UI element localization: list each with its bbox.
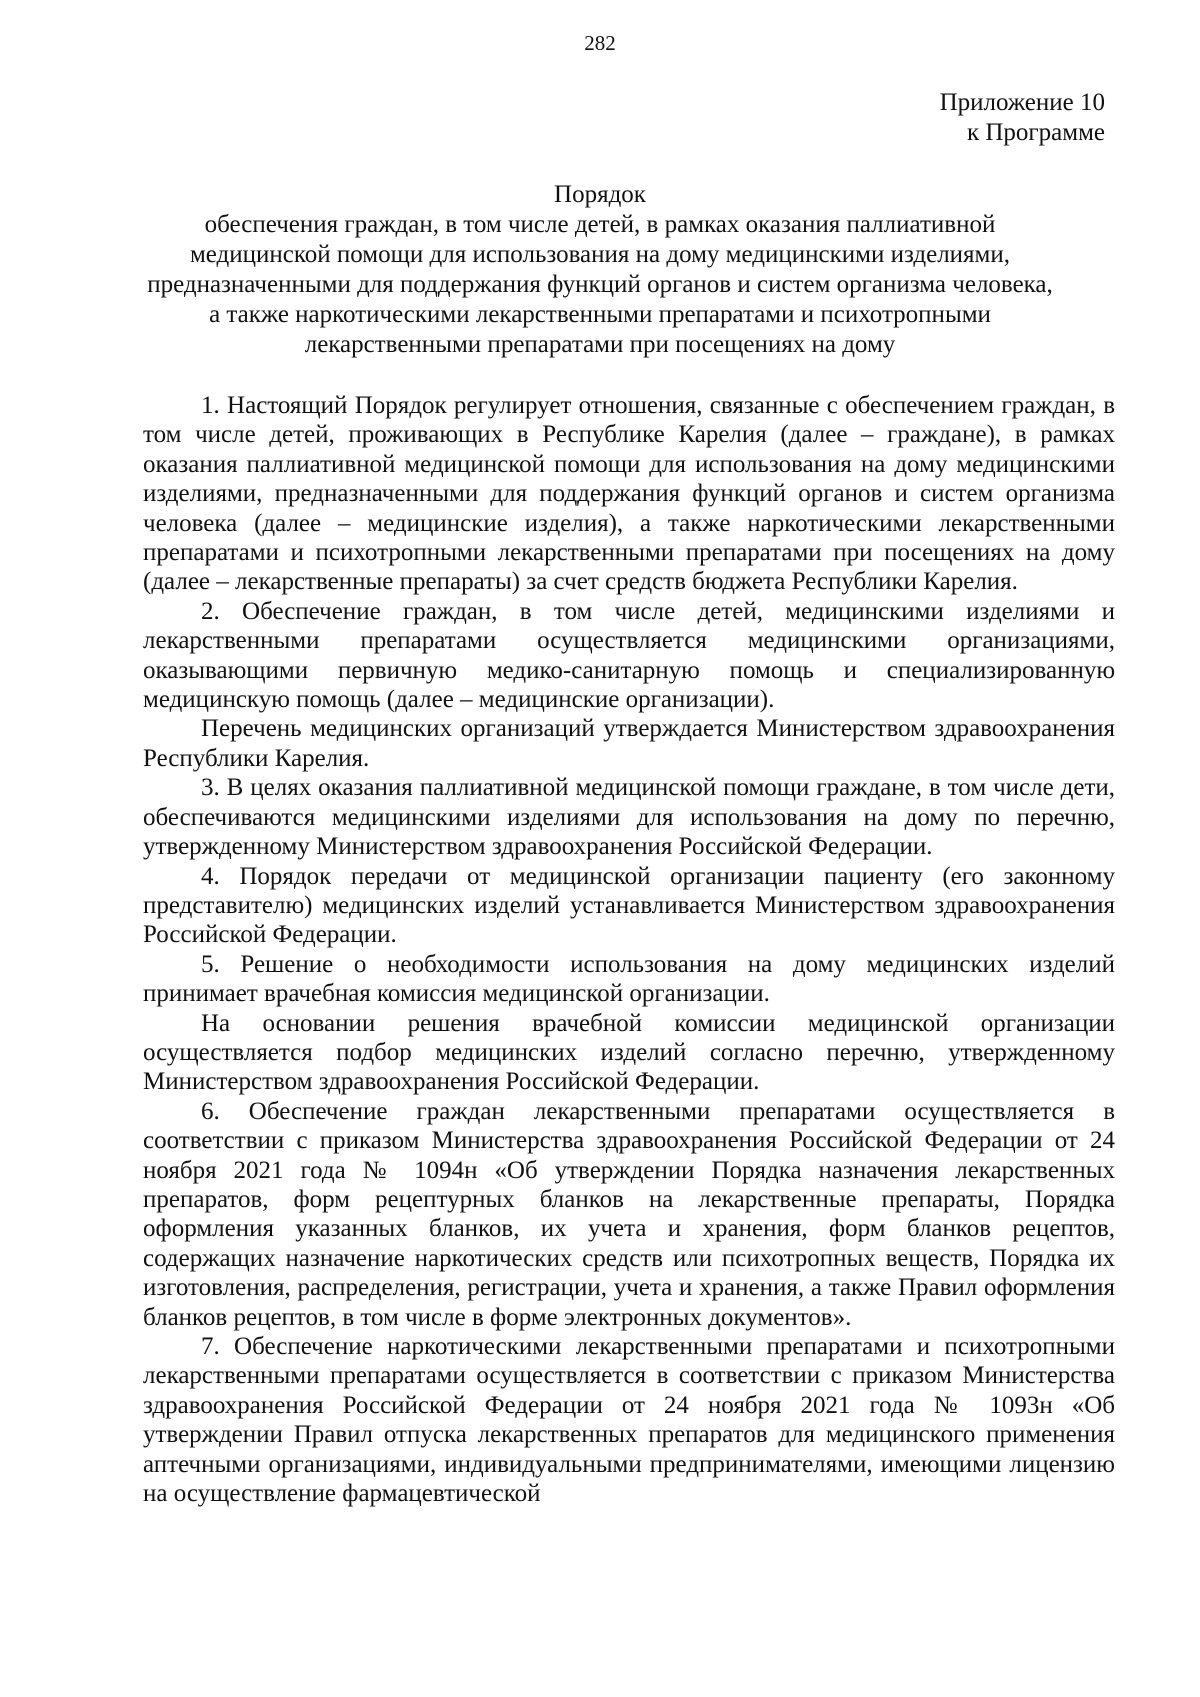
paragraph-4: 4. Порядок передачи от медицинской организации пациенту (его законному представителю) медицинских изделий устанавливается Министерством здравоохранения Российской Федерации. xyxy=(143,862,1115,949)
paragraph-6: 6. Обеспечение граждан лекарственными препаратами осуществляется в соответствии с приказом Министерства здравоохранения Российской Федерации от 24 ноября 2021 года № 1094н «Об утверждении Порядка назначения лекарственных препаратов, форм рецептурных бланков на лекарственные препараты, Порядка оформления указанных бланков, их учета и хранения, форм бланков рецептов, содержащих назначение наркотических средств или психотропных веществ, Порядка их изготовления, распределения, регистрации, учета и хранения, а также Правил оформления бланков рецептов, в том числе в форме электронных документов». xyxy=(143,1097,1115,1331)
paragraph-3: 3. В целях оказания паллиативной медицинской помощи граждане, в том числе дети, обеспечиваются медицинскими изделиями для использования на дому по перечню, утвержденному Министерством здравоохранения Российской Федерации. xyxy=(143,774,1115,861)
title-line: лекарственными препаратами при посещениях на дому xyxy=(304,331,896,358)
appendix-line-1: Приложение 10 xyxy=(939,89,1105,116)
title-line: медицинской помощи для использования на дому медицинскими изделиями, xyxy=(189,241,1011,268)
title-line: обеспечения граждан, в том числе детей, в рамках оказания паллиативной xyxy=(204,211,996,238)
document-body xyxy=(143,391,1115,1508)
appendix-line-2: к Программе xyxy=(966,119,1105,146)
title-heading: Порядок xyxy=(554,181,646,208)
paragraph-2-list-note: Перечень медицинских организаций утверждается Министерством здравоохранения Республики Карелия. xyxy=(143,715,1115,772)
title-line: а также наркотическими лекарственными препаратами и психотропными xyxy=(209,301,991,328)
paragraph-1: 1. Настоящий Порядок регулирует отношения, связанные с обеспечением граждан, в том числе детей, проживающих в Республике Карелия (далее – граждане), в рамках оказания паллиативной медицинской помощи для использования на дому медицинскими изделиями, предназначенными для поддержания функций органов и систем организма человека (далее – медицинские изделия), а также наркотическими лекарственными препаратами и психотропными лекарственными препаратами при посещениях на дому (далее – лекарственные препараты) за счет средств бюджета Республики Карелия. xyxy=(143,392,1115,596)
document-title xyxy=(130,180,1070,360)
title-line: предназначенными для поддержания функций органов и систем организма человека, xyxy=(147,271,1053,298)
paragraph-2: 2. Обеспечение граждан, в том числе детей, медицинскими изделиями и лекарственными препаратами осуществляется медицинскими организациями, оказывающими первичную медико-санитарную помощь и специализированную медицинскую помощь (далее – медицинские организации). xyxy=(143,597,1115,714)
paragraph-5-selection: На основании решения врачебной комиссии медицинской организации осуществляется подбор медицинских изделий согласно перечню, утвержденному Министерством здравоохранения Российской Федерации. xyxy=(143,1009,1115,1096)
paragraph-5: 5. Решение о необходимости использования на дому медицинских изделий принимает врачебная комиссия медицинской организации. xyxy=(143,950,1115,1008)
appendix-label xyxy=(940,88,1105,148)
page-number: 282 xyxy=(584,31,616,55)
paragraph-7: 7. Обеспечение наркотическими лекарственными препаратами и психотропными лекарственными препаратами осуществляется в соответствии с приказом Министерства здравоохранения Российской Федерации от 24 ноября 2021 года № 1093н «Об утверждении Правил отпуска лекарственных препаратов для медицинского применения аптечными организациями, индивидуальными предпринимателями, имеющими лицензию на осуществление фармацевтической xyxy=(143,1333,1115,1508)
